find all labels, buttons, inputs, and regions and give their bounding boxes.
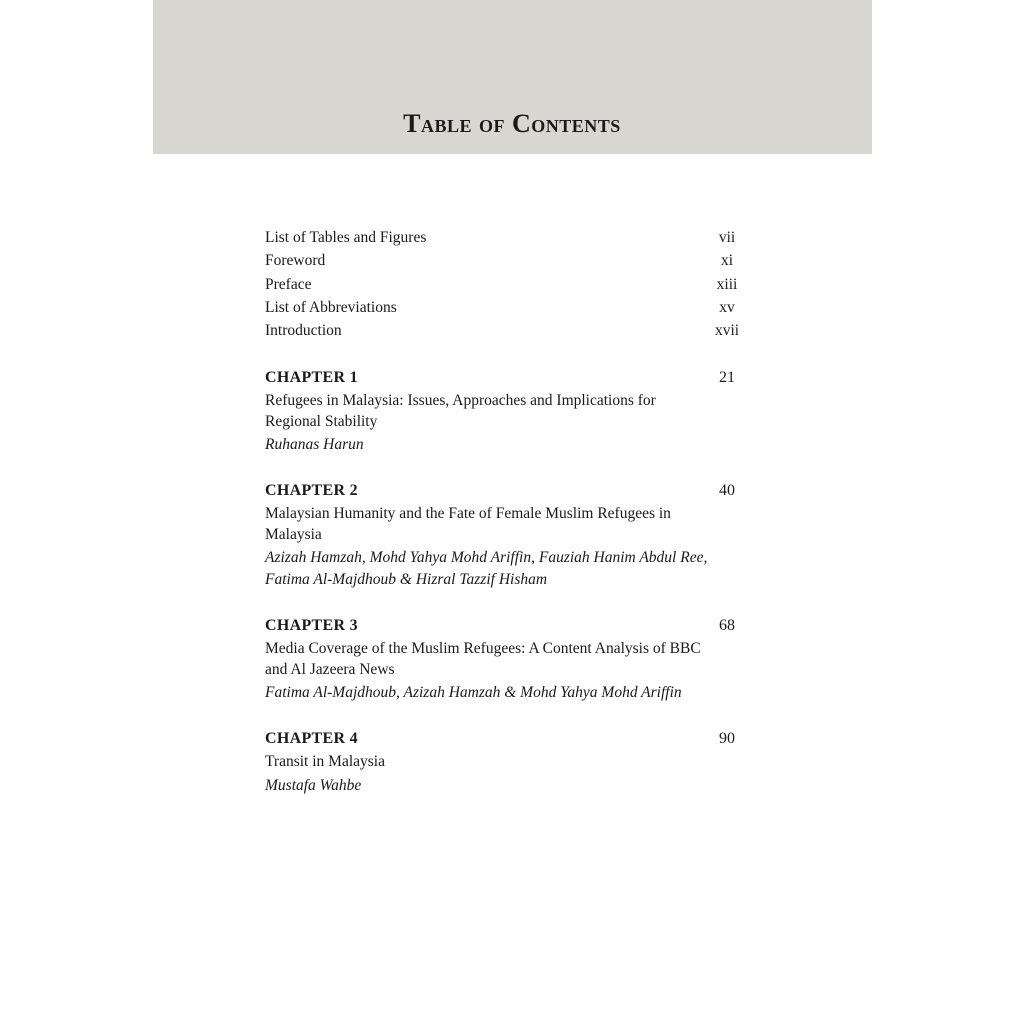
chapter-heading-row <box>265 728 785 750</box>
chapter-heading-row <box>265 480 785 502</box>
page-title: Table of Contents <box>403 109 621 138</box>
toc-entry-label: Foreword <box>265 252 326 270</box>
toc-entry-page: vii <box>718 229 736 246</box>
chapter-label: CHAPTER 3 <box>265 617 358 635</box>
toc-chapter-4[interactable] <box>265 728 785 797</box>
toc-chapter-1[interactable] <box>265 367 785 456</box>
toc-entry-label: List of Tables and Figures <box>265 229 427 246</box>
chapter-label: CHAPTER 4 <box>265 730 358 748</box>
toc-entry-list-of-tables[interactable] <box>265 226 785 249</box>
chapter-authors: Ruhanas Harun <box>265 436 364 454</box>
chapter-authors: Fatima Al-Majdhoub, Azizah Hamzah & Mohd Yahya Mohd Ariffin <box>265 684 682 702</box>
table-of-contents <box>265 226 785 797</box>
chapter-authors: Azizah Hamzah, Mohd Yahya Mohd Ariffin, Fauziah Hanim Abdul Ree, Fatima Al-Majdhoub & Hizral Tazzif Hisham <box>265 549 708 589</box>
chapter-heading-row <box>265 615 785 637</box>
chapter-page-number: 21 <box>719 369 735 387</box>
chapter-heading-row <box>265 367 785 389</box>
chapter-title: Malaysian Humanity and the Fate of Female Muslim Refugees in Malaysia <box>265 505 671 543</box>
toc-chapter-2[interactable] <box>265 480 785 591</box>
toc-entry-label: List of Abbreviations <box>265 298 397 316</box>
chapter-authors: Mustafa Wahbe <box>265 776 362 794</box>
chapter-page-number: 68 <box>719 617 735 635</box>
toc-entry-preface[interactable] <box>265 273 785 296</box>
toc-chapter-3[interactable] <box>265 615 785 704</box>
chapter-page-number: 40 <box>719 482 735 500</box>
toc-entry-page: xv <box>719 298 735 316</box>
chapter-label: CHAPTER 2 <box>265 482 358 500</box>
toc-entry-label: Introduction <box>265 322 342 340</box>
chapter-page-number: 90 <box>719 730 735 748</box>
toc-entry-foreword[interactable] <box>265 249 785 272</box>
toc-entry-list-of-abbreviations[interactable] <box>265 296 785 319</box>
toc-entry-page: xi <box>720 252 734 270</box>
front-matter-list <box>265 226 785 342</box>
toc-entry-label: Preface <box>265 275 312 293</box>
toc-entry-page: xvii <box>714 322 740 340</box>
chapter-label: CHAPTER 1 <box>265 369 358 387</box>
toc-entry-page: xiii <box>716 275 738 293</box>
toc-entry-introduction[interactable] <box>265 319 785 342</box>
chapter-title: Transit in Malaysia <box>265 753 385 771</box>
chapter-title: Refugees in Malaysia: Issues, Approaches and Implications for Regional Stability <box>265 392 656 430</box>
chapter-title: Media Coverage of the Muslim Refugees: A Content Analysis of BBC and Al Jazeera News <box>265 640 701 678</box>
